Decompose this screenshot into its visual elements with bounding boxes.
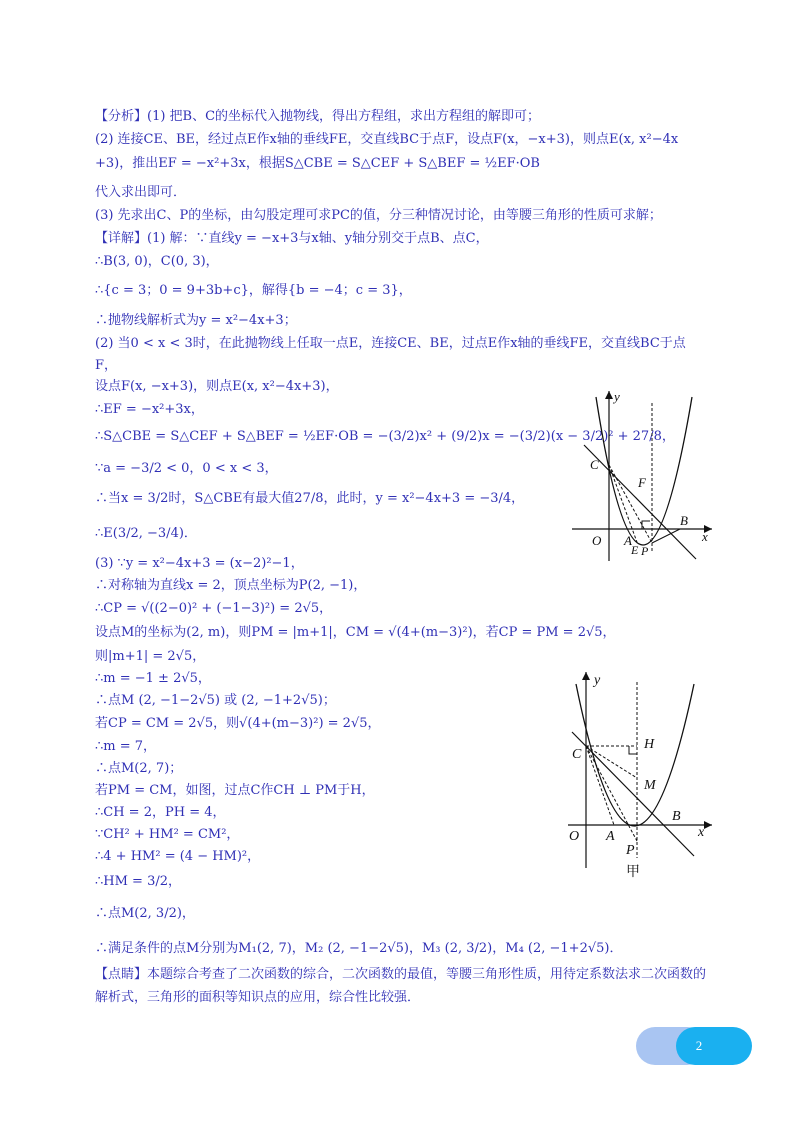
figure-parabola-2 xyxy=(562,668,722,884)
detail-line-9: ∴S△CBE = S△CEF + S△BEF = ½EF·OB = −(3/2)x² + (9/2)x = −(3/2)(x − 3/2)² + 27/8， xyxy=(95,429,675,444)
figure-parabola-1 xyxy=(572,383,722,563)
detail-line-14: ∴对称轴为直线x = 2，顶点坐标为P(2, −1)， xyxy=(95,578,367,593)
detail-line-10: ∵a = −3/2 < 0，0 < x < 3， xyxy=(95,461,278,476)
analysis-line-1: 【分析】(1) 把B、C的坐标代入抛物线，得出方程组，求出方程组的解即可； xyxy=(95,109,541,124)
detail-line-20: 若CP = CM = 2√5，则√(4+(m−3)²) = 2√5， xyxy=(95,716,381,731)
analysis-line-5: (3) 先求出C、P的坐标，由勾股定理可求PC的值，分三种情况讨论，由等腰三角形的性质可求解； xyxy=(95,208,662,223)
page-number: 2 xyxy=(695,1038,703,1053)
fig2-caption: 甲 xyxy=(626,865,640,880)
detail-line-24: ∴CH = 2，PH = 4， xyxy=(95,805,226,820)
detail-line-13: (3) ∵y = x²−4x+3 = (x−2)²−1， xyxy=(95,556,304,571)
detail-line-29: ∴满足条件的点M分别为M₁(2, 7)，M₂ (2, −1−2√5)，M₃ (2, 3/2)，M₄ (2, −1+2√5)． xyxy=(95,941,623,956)
comment-line-1: 【点睛】本题综合考查了二次函数的综合，二次函数的最值，等腰三角形性质，用待定系数法求二次函数的 xyxy=(95,967,707,982)
detail-line-28: ∴点M(2, 3/2)， xyxy=(95,906,195,921)
detail-line-7: 设点F(x, −x+3)，则点E(x, x²−4x+3)， xyxy=(95,379,339,394)
fig2-label-B: B xyxy=(672,809,681,824)
detail-line-21: ∴m = 7， xyxy=(95,739,157,754)
fig1-label-P: P xyxy=(641,544,649,558)
fig2-label-x: x xyxy=(698,825,705,840)
detail-line-22: ∴点M(2, 7)； xyxy=(95,761,183,776)
detail-line-15: ∴CP = √((2−0)² + (−1−3)²) = 2√5， xyxy=(95,601,333,616)
detail-line-12: ∴E(3/2, −3/4)． xyxy=(95,526,197,541)
detail-line-26: ∴4 + HM² = (4 − HM)²， xyxy=(95,849,261,864)
analysis-line-4: 代入求出即可． xyxy=(95,185,187,200)
fig1-label-A: A xyxy=(624,533,632,548)
fig2-label-M: M xyxy=(644,778,656,793)
detail-line-3: ∴{c = 3；0 = 9+3b+c}，解得{b = −4；c = 3}， xyxy=(95,283,412,298)
detail-line-18: ∴m = −1 ± 2√5， xyxy=(95,671,211,686)
fig1-label-C: C xyxy=(590,457,599,472)
fig1-label-E: E xyxy=(631,543,639,557)
detail-line-23: 若PM = CM，如图，过点C作CH ⊥ PM于H， xyxy=(95,783,375,798)
detail-line-5: (2) 当0 < x < 3时，在此抛物线上任取一点E，连接CE、BE，过点E作x轴的垂线FE，交直线BC于点 xyxy=(95,336,686,351)
fig1-label-F: F xyxy=(638,475,646,490)
detail-line-17: 则|m+1| = 2√5， xyxy=(95,649,206,664)
fig1-label-x: x xyxy=(702,529,708,544)
fig2-label-C: C xyxy=(572,747,582,762)
fig2-label-O: O xyxy=(569,829,580,844)
fig1-label-B: B xyxy=(680,513,688,528)
comment-line-2: 解析式，三角形的面积等知识点的应用，综合性比较强． xyxy=(95,990,421,1005)
detail-line-6: F， xyxy=(95,358,118,373)
detail-line-8: ∴EF = −x²+3x， xyxy=(95,402,204,417)
detail-line-25: ∵CH² + HM² = CM²， xyxy=(95,827,240,842)
detail-line-19: ∴点M (2, −1−2√5) 或 (2, −1+2√5)； xyxy=(95,693,336,708)
fig2-label-H: H xyxy=(644,737,655,752)
fig1-label-O: O xyxy=(592,533,602,548)
detail-line-27: ∴HM = 3/2， xyxy=(95,874,181,889)
detail-line-1: 【详解】(1) 解：∵直线y = −x+3与x轴、y轴分别交于点B、点C， xyxy=(95,231,489,246)
detail-line-11: ∴当x = 3/2时，S△CBE有最大值27/8，此时，y = x²−4x+3 = −3/4， xyxy=(95,491,525,506)
fig2-label-P: P xyxy=(626,843,635,858)
fig2-label-y: y xyxy=(594,673,601,688)
fig2-label-A: A xyxy=(606,829,615,844)
detail-line-2: ∴B(3, 0)，C(0, 3)， xyxy=(95,254,219,269)
detail-line-4: ∴抛物线解析式为y = x²−4x+3； xyxy=(95,313,297,328)
fig1-label-y: y xyxy=(614,389,620,404)
analysis-line-2: (2) 连接CE、BE，经过点E作x轴的垂线FE，交直线BC于点F，设点F(x，−x+3)，则点E(x, x²−4x xyxy=(95,132,679,147)
analysis-line-3: +3)，推出EF = −x²+3x，根据S△CBE = S△CEF + S△BEF = ½EF·OB xyxy=(95,156,540,171)
detail-line-16: 设点M的坐标为(2, m)，则PM = |m+1|，CM = √(4+(m−3)²)，若CP = PM = 2√5， xyxy=(95,625,616,640)
